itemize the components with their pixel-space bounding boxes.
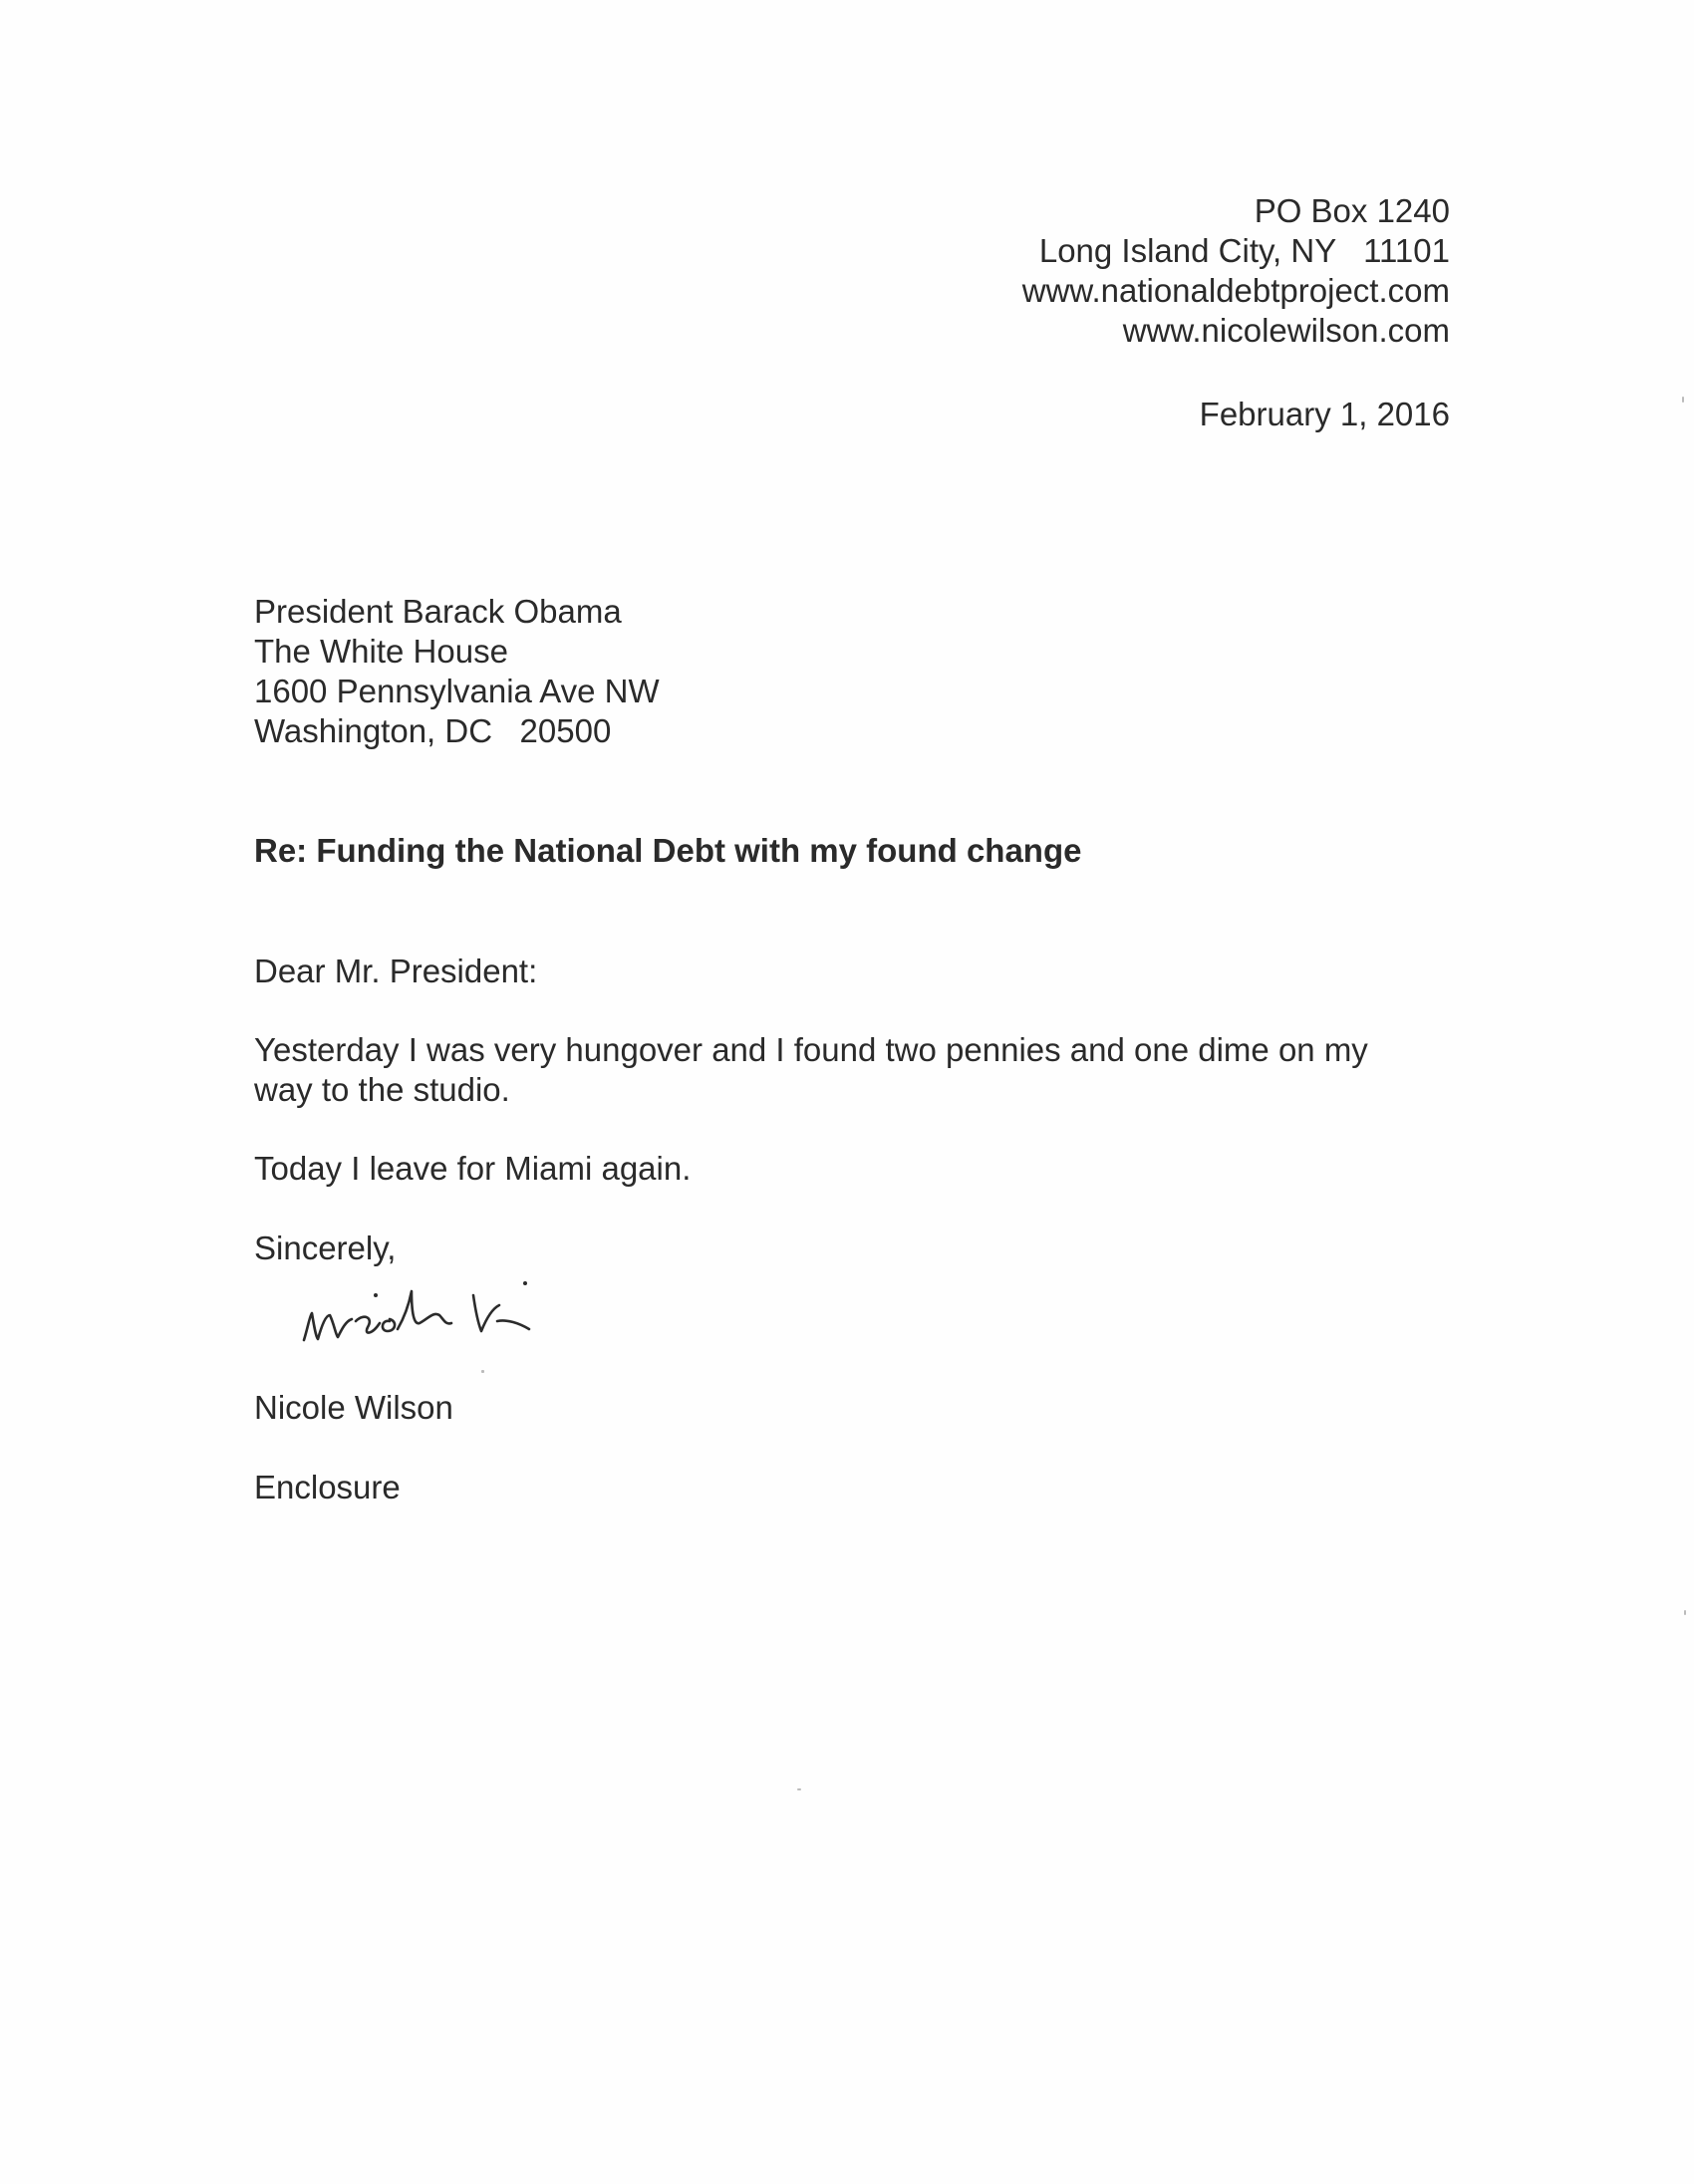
subject-line: Re: Funding the National Debt with my found change	[254, 832, 1082, 869]
sender-address-line2: Long Island City, NY 11101	[1038, 232, 1450, 269]
body-paragraph-1: Yesterday I was very hungover and I found two pennies and one dime on my way to the studio.	[254, 1031, 1368, 1108]
signer-name: Nicole Wilson	[254, 1389, 453, 1426]
letter-date: February 1, 2016	[1199, 396, 1450, 432]
sender-website-1: www.nationaldebtproject.com	[1021, 272, 1450, 309]
scan-speck	[1682, 397, 1684, 403]
sender-address-line1: PO Box 1240	[1254, 192, 1450, 229]
closing: Sincerely,	[254, 1229, 397, 1266]
sender-website-2: www.nicolewilson.com	[1122, 312, 1450, 349]
handwritten-signature	[294, 1265, 633, 1365]
recipient-org: The White House	[254, 633, 508, 670]
scan-speck	[481, 1370, 484, 1373]
recipient-city-state-zip: Washington, DC 20500	[254, 712, 612, 749]
scan-speck	[1684, 1610, 1686, 1615]
recipient-street: 1600 Pennsylvania Ave NW	[254, 673, 660, 709]
sender-address-block	[1022, 191, 1450, 351]
recipient-address-block	[254, 592, 660, 751]
body-paragraph-2: Today I leave for Miami again.	[254, 1150, 692, 1187]
recipient-name: President Barack Obama	[254, 593, 622, 630]
enclosure-note: Enclosure	[254, 1469, 401, 1505]
scan-speck	[797, 1788, 801, 1790]
salutation: Dear Mr. President:	[254, 953, 538, 989]
